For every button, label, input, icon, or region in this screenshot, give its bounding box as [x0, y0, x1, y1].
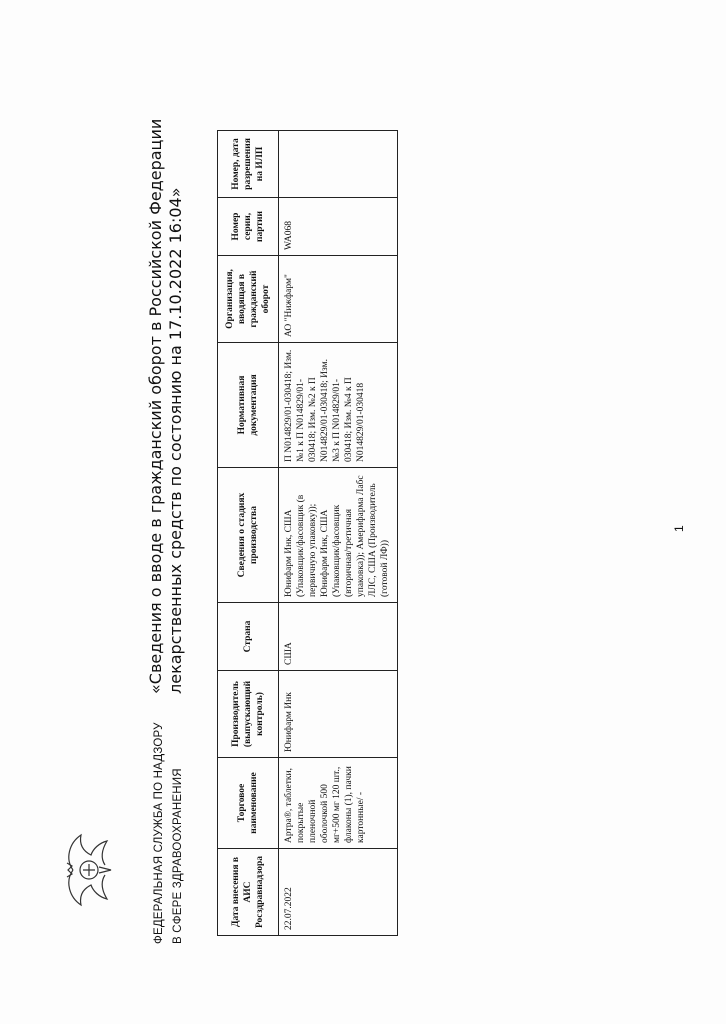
title-line-1: «Сведения о вводе в гражданский оборот в Российской Федерации: [146, 118, 165, 694]
agency-line-2: В СФЕРЕ ЗДРАВООХРАНЕНИЯ: [172, 768, 184, 944]
header-production-stages: Сведения о стадиях производства: [218, 468, 279, 603]
cell-country: США: [279, 603, 398, 671]
header-organization: Организация, вводящая в гражданский оборот: [218, 256, 279, 343]
table-header-row: [218, 131, 279, 936]
cell-series: WA068: [279, 198, 398, 256]
page-number: 1: [672, 525, 686, 532]
header-date: Дата внесения в АИС Росздравнадзора: [218, 849, 279, 936]
double-headed-eagle-emblem-icon: [63, 831, 115, 909]
header-manufacturer: Производитель (выпускающий контроль): [218, 671, 279, 758]
cell-permit: [279, 131, 398, 198]
header-permit: Номер, дата разрешения на ИЛП: [218, 131, 279, 198]
table-row: [279, 131, 398, 936]
title-line-2: лекарственных средств по состоянию на 17.10.2022 16:04»: [166, 187, 185, 694]
header-country: Страна: [218, 603, 279, 671]
cell-trade-name: Артра®, таблетки, покрытые пленочной оболочкой 500 мг+500 мг 120 шт., флаконы (1), пачки картонные/ -: [279, 758, 398, 849]
header-normative-docs: Нормативная документация: [218, 343, 279, 468]
header-trade-name: Торговое наименование: [218, 758, 279, 849]
agency-line-1: ФЕДЕРАЛЬНАЯ СЛУЖБА ПО НАДЗОРУ: [153, 722, 165, 944]
cell-organization: АО "Нижфарм": [279, 256, 398, 343]
cell-manufacturer: Юнифарм Инк: [279, 671, 398, 758]
cell-normative-docs: П N014829/01-030418; Изм. №1 к П N014829/01-030418; Изм. №2 к П N014829/01-030418; Изм. №3 к П N014829/01-030418; Изм. №4 к П N014829/01-030418: [279, 343, 398, 468]
document-title: [146, 0, 186, 694]
agency-name: [150, 694, 188, 944]
cell-production-stages: Юнифарм Инк, США (Упаковщик/фасовщик (в первичную упаковку)); Юнифарм Инк, США (Упаковщик/фасовщик (вторичная/третичная упаковка)); Америфарма Лабс ЛЛС, США (Производитель (готовой ЛФ)): [279, 468, 398, 603]
cell-date: 22.07.2022: [279, 849, 398, 936]
header-series: Номер серии, партии: [218, 198, 279, 256]
medicines-table: [217, 130, 398, 936]
